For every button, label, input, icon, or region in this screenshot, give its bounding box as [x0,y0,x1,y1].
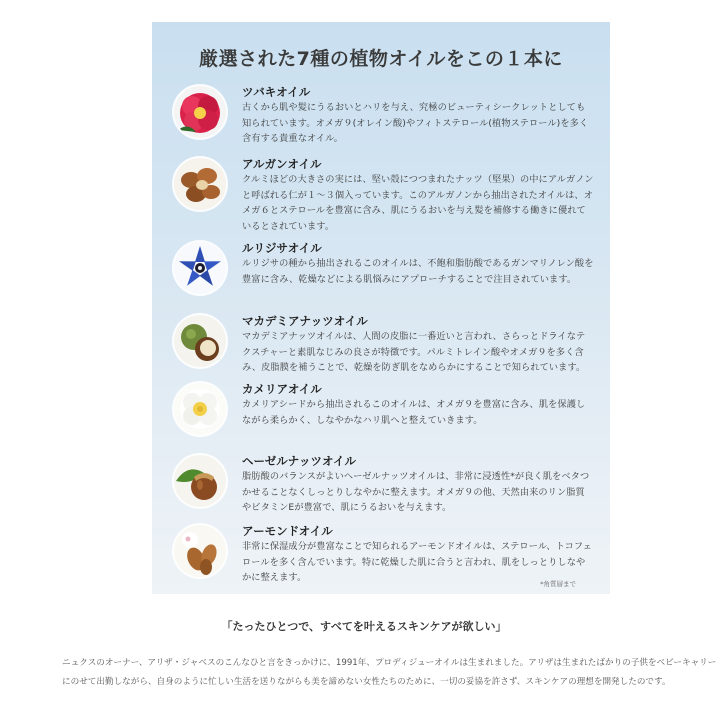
argan-nut-icon [174,158,226,210]
oil-item-hazelnut [174,453,594,533]
oil-name: ルリジサオイル [242,241,322,255]
oil-description: マカデミアナッツオイルは、人間の皮脂に一番近いと言われ、さらっとドライなテクスチャーと素肌なじみの良さが特徴です。パルミトレイン酸やオメガ９を多く含み、皮脂膜を補うことで、乾燥を防ぎ肌をなめらかにすることで知られています。 [242,331,586,373]
panel-title: 厳選された7種の植物オイルをこの１本に [199,48,563,70]
macadamia-nut-icon [174,315,226,367]
oil-item-tsubaki [174,84,594,164]
quote-heading: 「たったひとつで、すべてを叶えるスキンケアが欲しい」 [221,620,507,633]
borage-flower-icon [174,242,226,294]
oils-panel [152,22,610,594]
white-camellia-icon [174,383,226,435]
oil-name: ヘーゼルナッツオイル [242,454,356,468]
oil-name: ツバキオイル [242,85,311,99]
oil-item-borage [174,240,594,320]
footnote: *角質層まで [540,580,576,588]
oil-description: 古くから肌や髪にうるおいとハリを与え、究極のビューティシークレットとしても知られています。オメガ９(オレイン酸)やフィトステロール(植物ステロール)を多く含有する貴重なオイル。 [242,102,589,144]
oil-description: クルミほどの大きさの実には、堅い殻につつまれたナッツ（堅果）の中にアルガノンと呼ばれる仁が１〜３個入っています。このアルガノンから抽出されたオイルは、オメガ６とステロールを豊富に含み、肌にうるおいを与え髪を補修する働きに優れているとされています。 [242,174,594,232]
oil-description: 非常に保湿成分が豊富なことで知られるアーモンドオイルは、ステロール、トコフェロールを多く含んでいます。特に乾燥した肌に合うと言われ、肌をしっとりしなやかに整えます。 [242,541,592,583]
oil-item-almond [174,523,594,594]
oil-description: ルリジサの種から抽出されるこのオイルは、不飽和脂肪酸であるガンマリノレン酸を豊富に含み、乾燥などによる肌悩みにアプローチすることで注目されています。 [242,258,594,285]
almond-icon [174,525,226,577]
story-paragraph: ニュクスのオーナー、アリザ・ジャベスのこんなひと言をきっかけに、1991年、プロディジューオイルは生まれました。アリザは生まれたばかりの子供をベビーキャリーにのせて出勤しながら、自身のように忙しい生活を送りながらも美を諦めない女性たちのために、一切の妥協を許さず、スキンケアの理想を開発したのです。 [62,658,717,687]
hazelnut-icon [174,455,226,507]
oil-name: マカデミアナッツオイル [242,314,368,328]
oil-item-argan [174,156,594,236]
camellia-flower-icon [174,86,226,138]
oil-item-camellia [174,381,594,461]
oil-name: カメリアオイル [242,382,322,396]
oil-description: カメリアシードから抽出されるこのオイルは、オメガ９を豊富に含み、肌を保護しながら柔らかく、しなやかなハリ肌へと整えていきます。 [242,399,586,426]
oil-description: 脂肪酸のバランスがよいヘーゼルナッツオイルは、非常に浸透性*が良く肌をベタつかせることなくしっとりしなやかに整えます。オメガ９の他、天然由来のリン脂質やビタミンEが豊富で、肌にうるおいを与えます。 [242,471,590,513]
oil-name: アーモンドオイル [242,524,333,538]
oil-name: アルガンオイル [242,157,322,171]
